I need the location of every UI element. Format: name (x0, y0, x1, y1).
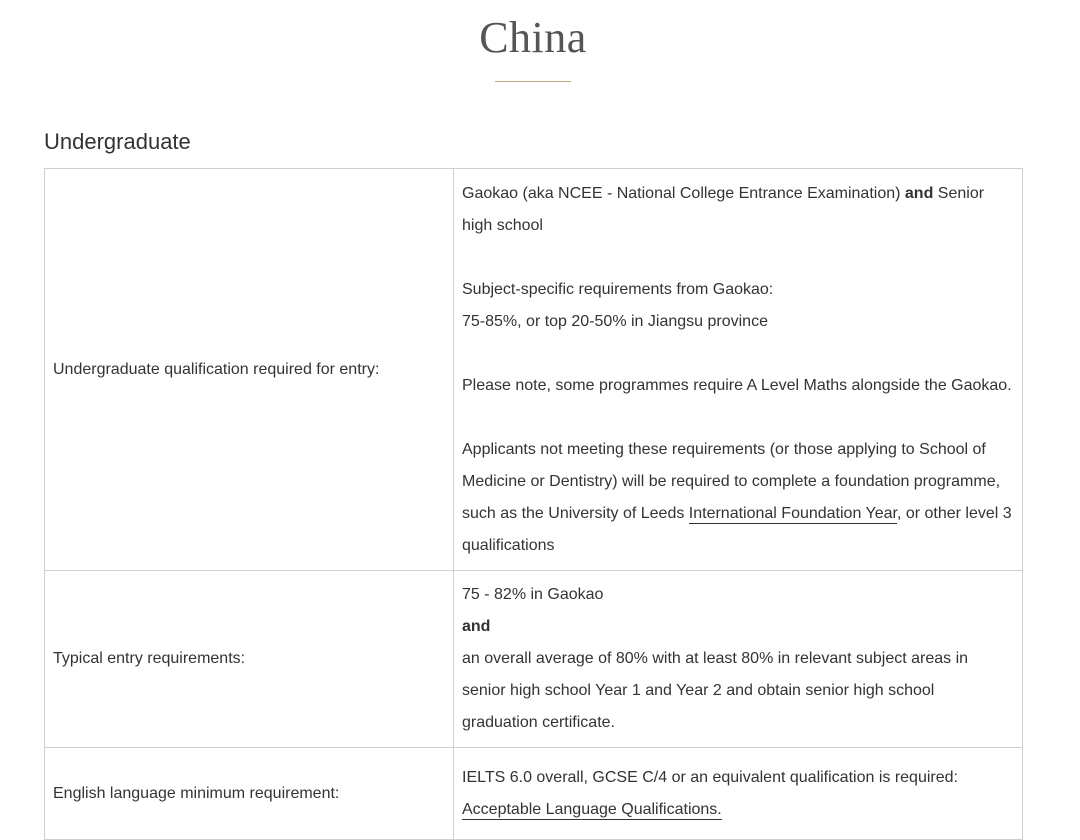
ielts-requirement: IELTS 6.0 overall, GCSE C/4 or an equivalent qualification is required: (462, 768, 958, 786)
qualification-text-part: Gaokao (aka NCEE - National College Entrance Examination) (462, 184, 905, 202)
qualification-and-bold: and (904, 184, 934, 202)
page-title: China (479, 13, 587, 62)
paragraph-gap (462, 338, 1012, 370)
and-connector: and (462, 618, 491, 635)
subject-requirements-value: 75-85%, or top 20-50% in Jiangsu province (462, 312, 768, 330)
subject-requirements-heading: Subject-specific requirements from Gaokao: (462, 280, 774, 298)
row-label-qualification: Undergraduate qualification required for entry: (45, 169, 454, 571)
a-level-maths-note: Please note, some programmes require A Level Maths alongside the Gaokao. (462, 376, 1012, 394)
title-underline-divider (495, 81, 571, 82)
acceptable-language-qualifications-link[interactable]: Acceptable Language Qualifications. (462, 800, 722, 818)
qualification-text (462, 178, 1012, 242)
paragraph-gap (462, 242, 1012, 274)
row-value-typical-entry (454, 571, 1023, 748)
row-label-english-language: English language minimum requirement: (45, 748, 454, 840)
paragraph-gap (462, 402, 1012, 434)
table-row (45, 748, 1023, 840)
row-value-english-language (454, 748, 1023, 840)
gaokao-score-requirement: 75 - 82% in Gaokao (462, 586, 604, 603)
table-row (45, 169, 1023, 571)
row-label-typical-entry: Typical entry requirements: (45, 571, 454, 748)
section-heading-undergraduate: Undergraduate (44, 129, 191, 154)
language-link-line (462, 794, 1012, 826)
entry-requirements-table (44, 168, 1023, 840)
foundation-text-part: Applicants not meeting these requirements (or those applying to School of Medicine or Dentistry) will be required to complete a foundation programme, such as the University of Leeds (462, 440, 1001, 522)
qualification-text-part: Senior high school (462, 184, 985, 234)
row-value-qualification (454, 169, 1023, 571)
international-foundation-year-link[interactable]: International Foundation Year (688, 504, 897, 522)
foundation-text-part: , or other level 3 qualifications (462, 504, 1012, 554)
table-row (45, 571, 1023, 748)
average-score-requirement: an overall average of 80% with at least 80% in relevant subject areas in senior high school Year 1 and Year 2 and obtain senior high school graduation certificate. (462, 650, 969, 731)
foundation-programme-text (462, 434, 1012, 562)
